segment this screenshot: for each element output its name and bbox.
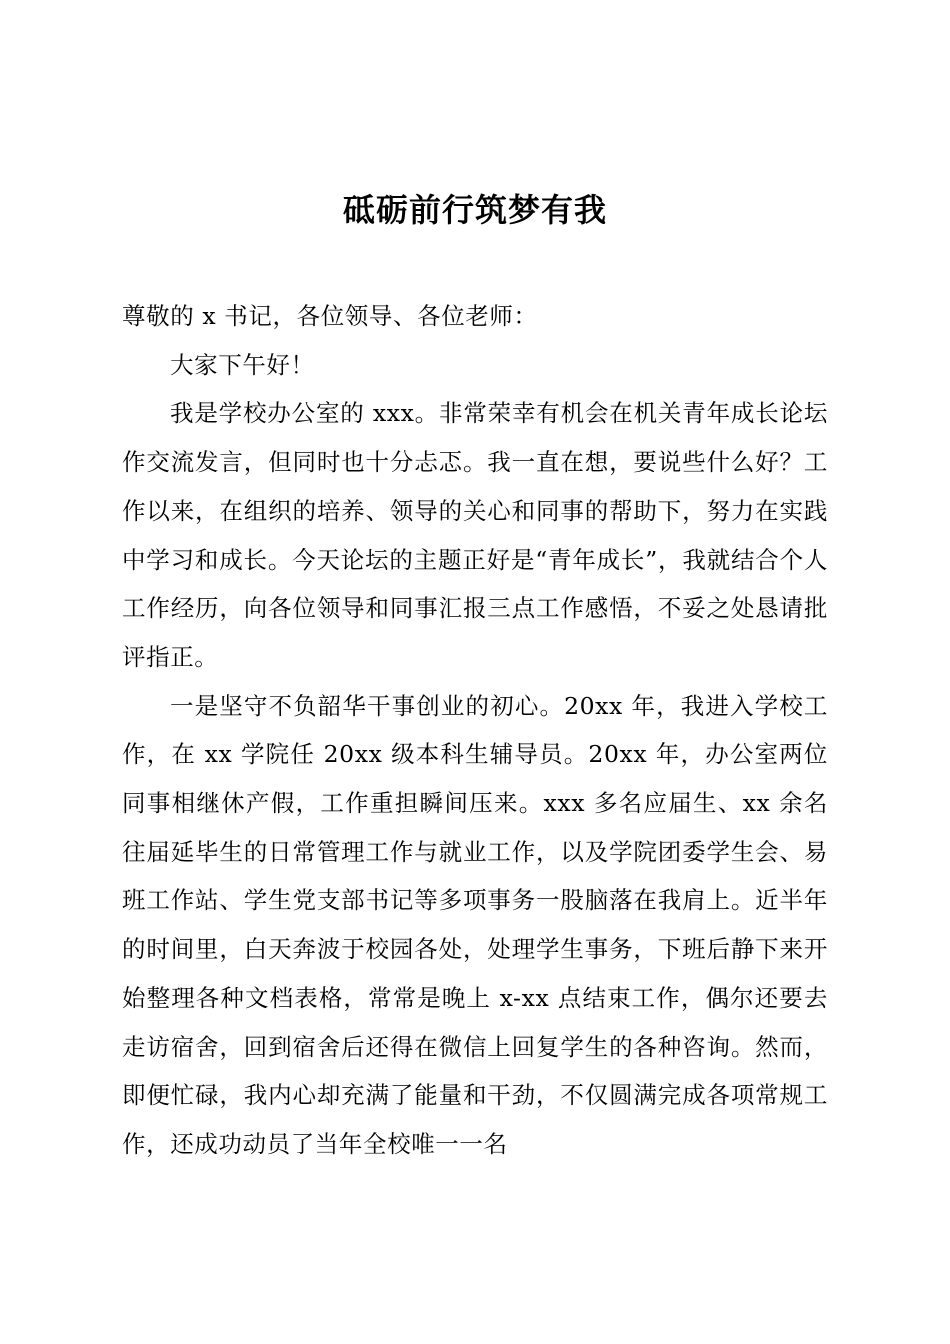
body-paragraph: 一是坚守不负韶华干事创业的初心。20xx 年，我进入学校工作，在 xx 学院任 20xx 级本科生辅导员。20xx 年，办公室两位同事相继休产假，工作重担瞬间压来。xxx 多名应届生、xx 余名往届延毕生的日常管理工作与就业工作，以及学院团委学生会、易班工作站、学生党支部书记等多项事务一股脑落在我肩上。近半年的时间里，白天奔波于校园各处，处理学生事务，下班后静下来开始整理各种文档表格，常常是晚上 x-xx 点结束工作，偶尔还要去走访宿舍，回到宿舍后还得在微信上回复学生的各种咨询。然而，即便忙碌，我内心却充满了能量和干劲，不仅圆满完成各项常规工作，还成功动员了当年全校唯一一名: [122, 691, 828, 1158]
document-body: [122, 292, 828, 1169]
body-paragraph: 我是学校办公室的 xxx。非常荣幸有机会在机关青年成长论坛作交流发言，但同时也十分忐忑。我一直在想，要说些什么好？工作以来，在组织的培养、领导的关心和同事的帮助下，努力在实践中学习和成长。今天论坛的主题正好是“青年成长”，我就结合个人工作经历，向各位领导和同事汇报三点工作感悟，不妥之处恳请批评指正。: [122, 399, 828, 671]
document-title: 砥砺前行筑梦有我: [342, 191, 607, 229]
greeting-line: 大家下午好！: [170, 350, 315, 379]
salutation-line: 尊敬的 x 书记，各位领导、各位老师：: [122, 302, 538, 330]
